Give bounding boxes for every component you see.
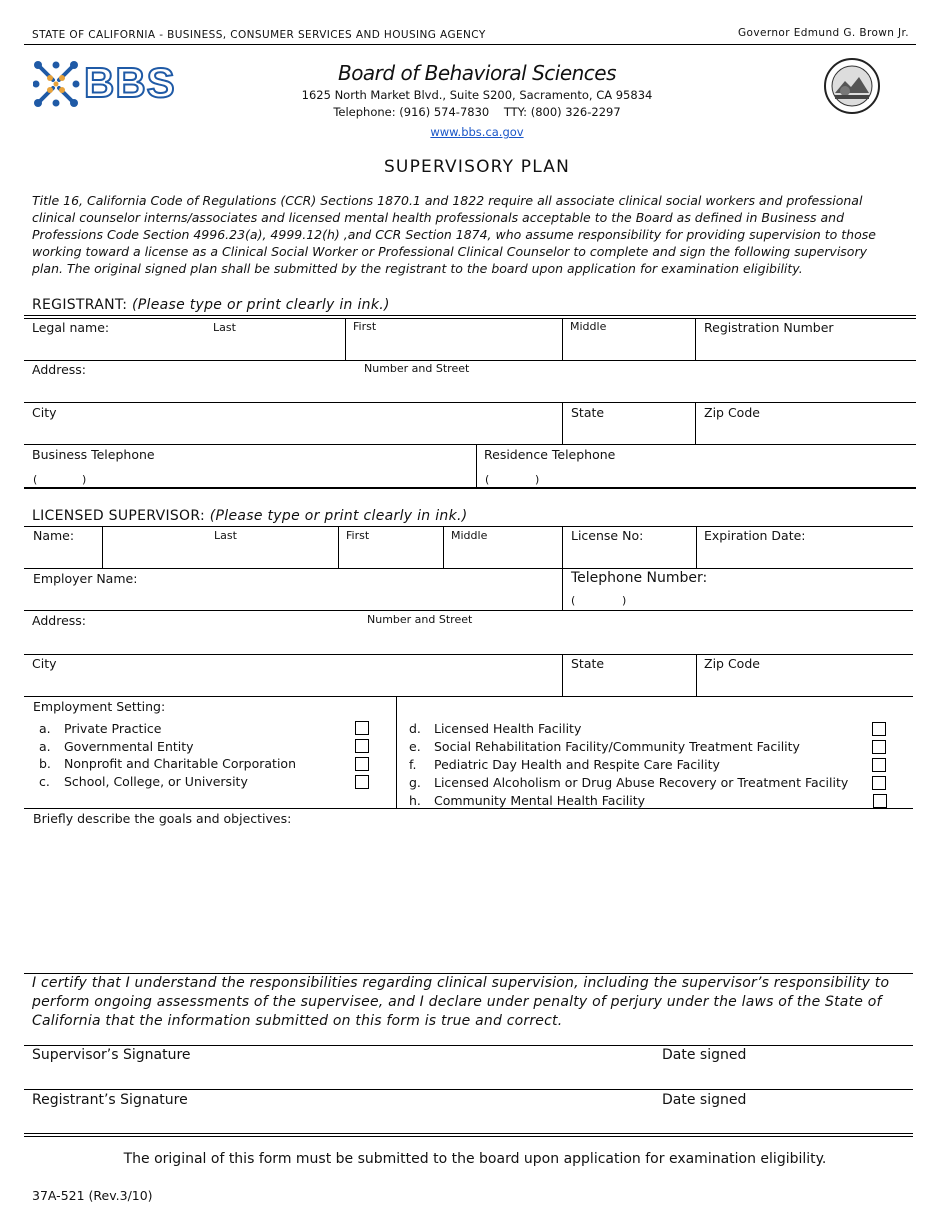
employment-option-school: School, College, or University xyxy=(64,774,248,789)
employment-option-private-practice: Private Practice xyxy=(64,721,162,736)
supervisor-heading xyxy=(32,508,468,524)
expiration-date-label: Expiration Date: xyxy=(704,528,806,543)
governor-line: Governor Edmund G. Brown Jr. xyxy=(738,27,910,39)
supervisor-zip-label: Zip Code xyxy=(704,656,760,671)
supervisor-heading-note: (Please type or print clearly in ink.) xyxy=(209,508,468,524)
checkbox-private-practice[interactable] xyxy=(355,721,369,735)
supervisor-telephone-label: Telephone Number: xyxy=(571,570,708,586)
goals-input-area[interactable] xyxy=(24,826,913,971)
registrant-heading xyxy=(32,297,390,313)
business-telephone-label: Business Telephone xyxy=(32,447,155,462)
agency-line: STATE OF CALIFORNIA - BUSINESS, CONSUMER SERVICES AND HOUSING AGENCY xyxy=(32,29,486,41)
checkbox-governmental-entity[interactable] xyxy=(355,739,369,753)
legal-name-last: Last xyxy=(213,321,236,334)
employment-option-pediatric: Pediatric Day Health and Respite Care Facility xyxy=(434,757,720,772)
employment-option-letter: h. xyxy=(409,793,421,808)
legal-name-label: Legal name: xyxy=(32,320,110,335)
employment-option-letter: e. xyxy=(409,739,421,754)
registrant-bottom-rule xyxy=(24,487,916,489)
supervisor-address-label: Address: xyxy=(32,613,86,628)
state-seal xyxy=(823,57,881,115)
registrant-heading-label: REGISTRANT: xyxy=(32,297,128,313)
checkbox-pediatric[interactable] xyxy=(872,758,886,772)
employment-option-letter: f. xyxy=(409,757,417,772)
registrant-heading-note: (Please type or print clearly in ink.) xyxy=(132,297,390,313)
checkbox-alcohol-drug[interactable] xyxy=(872,776,886,790)
business-area-open: ( xyxy=(33,473,38,486)
supervisor-number-street: Number and Street xyxy=(367,613,473,626)
employment-option-letter: b. xyxy=(39,756,51,771)
supervisor-date-signed-label: Date signed xyxy=(662,1047,747,1063)
business-area-close: ) xyxy=(82,473,87,486)
employment-option-alcohol-drug: Licensed Alcoholism or Drug Abuse Recovery or Treatment Facility xyxy=(434,775,849,790)
employment-option-letter: a. xyxy=(39,721,51,736)
employment-option-governmental-entity: Governmental Entity xyxy=(64,739,194,754)
employment-option-letter: a. xyxy=(39,739,51,754)
employer-name-label: Employer Name: xyxy=(33,571,138,586)
registrant-city-label: City xyxy=(32,405,57,420)
supervisor-first: First xyxy=(346,529,370,542)
website-link[interactable]: www.bbs.ca.gov xyxy=(430,125,524,139)
license-no-label: License No: xyxy=(571,528,644,543)
supervisor-area-close: ) xyxy=(622,594,627,607)
supervisor-name-label: Name: xyxy=(33,528,75,543)
registrant-top-rule-2 xyxy=(24,318,916,319)
employment-option-licensed-health: Licensed Health Facility xyxy=(434,721,582,736)
supervisor-signature-label: Supervisor’s Signature xyxy=(32,1047,191,1063)
board-address: 1625 North Market Blvd., Suite S200, Sacramento, CA 95834 xyxy=(301,88,653,102)
employment-option-community-mental: Community Mental Health Facility xyxy=(434,793,646,808)
registrant-address-label: Address: xyxy=(32,362,86,377)
supervisor-area-open: ( xyxy=(571,594,576,607)
bbs-logo-text: BBS xyxy=(84,59,176,106)
registrant-top-rule xyxy=(24,315,916,316)
supervisor-last: Last xyxy=(214,529,237,542)
registrant-date-signed-label: Date signed xyxy=(662,1092,747,1108)
supervisor-state-label: State xyxy=(571,656,605,671)
supervisor-middle: Middle xyxy=(451,529,488,542)
checkbox-nonprofit[interactable] xyxy=(355,757,369,771)
intro-paragraph: Title 16, California Code of Regulations (CCR) Sections 1870.1 and 1822 require all associate clinical social workers and professional clinical counselor interns/associates and licensed mental health professionals acceptable to the Board as defined in Business and Professions Code Section 4996.23(a), 4999.12(h) ,and CCR Section 1874, who assume responsibility for providing supervision to those working toward a license as a Clinical Social Worker or Professional Clinical Counselor to complete and sign the following supervisory plan. The original signed plan shall be submitted by the registrant to the board upon application for examination eligibility. xyxy=(32,193,876,276)
registrant-zip-label: Zip Code xyxy=(704,405,760,420)
state-seal-icon xyxy=(823,57,881,115)
employment-option-letter: d. xyxy=(409,721,421,736)
board-phone: Telephone: (916) 574-7830 TTY: (800) 326-2297 xyxy=(333,105,621,119)
certification-statement: I certify that I understand the responsibilities regarding clinical supervision, including the supervisor’s responsibility to perform ongoing assessments of the supervisee, and I declare under penalty of perjury under the laws of the State of California that the information submitted on this form is true and correct. xyxy=(32,975,890,1029)
legal-name-middle: Middle xyxy=(570,320,607,333)
registrant-signature-label: Registrant’s Signature xyxy=(32,1092,188,1108)
employment-setting-label: Employment Setting: xyxy=(33,699,166,714)
form-title: SUPERVISORY PLAN xyxy=(383,157,571,177)
checkbox-community-mental[interactable] xyxy=(873,794,887,808)
form-code: 37A-521 (Rev.3/10) xyxy=(32,1188,153,1203)
registrant-state-label: State xyxy=(571,405,605,420)
goals-label: Briefly describe the goals and objectives: xyxy=(33,811,292,826)
employment-option-letter: g. xyxy=(409,775,421,790)
checkbox-school[interactable] xyxy=(355,775,369,789)
registration-number-label: Registration Number xyxy=(704,320,834,335)
supervisor-city-label: City xyxy=(32,656,57,671)
board-name: Board of Behavioral Sciences xyxy=(337,61,617,85)
checkbox-social-rehab[interactable] xyxy=(872,740,886,754)
residence-area-close: ) xyxy=(535,473,540,486)
legal-name-first: First xyxy=(353,320,377,333)
employment-option-nonprofit: Nonprofit and Charitable Corporation xyxy=(64,756,297,771)
header-rule xyxy=(24,44,916,45)
employment-option-letter: c. xyxy=(39,774,50,789)
checkbox-licensed-health[interactable] xyxy=(872,722,886,736)
footer-note: The original of this form must be submitted to the board upon application for examination eligibility. xyxy=(123,1151,827,1167)
residence-area-open: ( xyxy=(485,473,490,486)
employment-option-social-rehab: Social Rehabilitation Facility/Community Treatment Facility xyxy=(434,739,800,754)
registrant-number-street: Number and Street xyxy=(364,362,470,375)
residence-telephone-label: Residence Telephone xyxy=(484,447,616,462)
supervisor-heading-label: LICENSED SUPERVISOR: xyxy=(32,508,205,524)
